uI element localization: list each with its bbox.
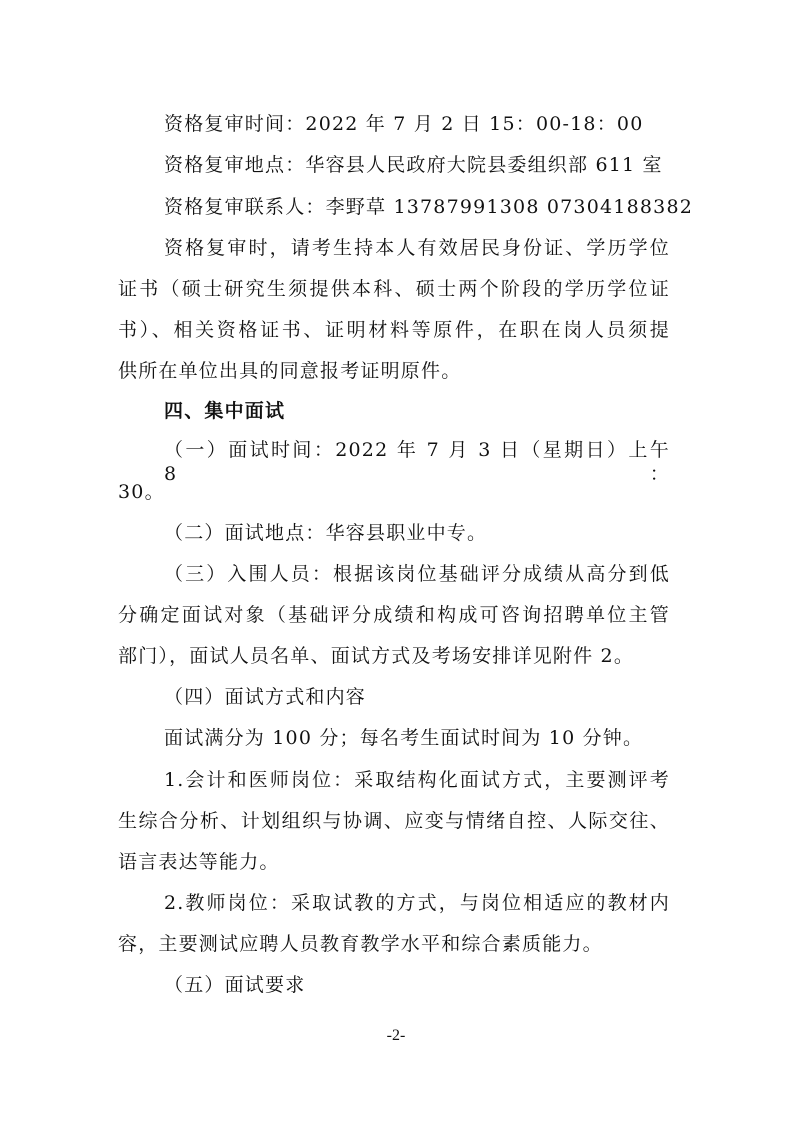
shortlist-line-2: 分确定面试对象（基础评分成绩和构成可咨询招聘单位主管 — [118, 604, 670, 626]
subsection-method-content: （四）面试方式和内容 — [164, 686, 367, 708]
interview-score-line: 面试满分为 100 分；每名考生面试时间为 10 分钟。 — [164, 727, 644, 749]
page-number: -2- — [386, 1027, 406, 1044]
interview-location-line: （二）面试地点：华容县职业中专。 — [164, 522, 488, 544]
review-time-line: 资格复审时间：2022 年 7 月 2 日 15：00-18：00 — [164, 113, 644, 135]
review-location-line: 资格复审地点：华容县人民政府大院县委组织部 611 室 — [164, 154, 663, 176]
interview-time-line-1: （一）面试时间：2022 年 7 月 3 日（星期日）上午 8： — [164, 439, 670, 485]
accounting-doctor-line-3: 语言表达等能力。 — [118, 851, 280, 873]
accounting-doctor-line-1: 1.会计和医师岗位：采取结构化面试方式，主要测评考 — [164, 769, 670, 791]
subsection-requirements: （五）面试要求 — [164, 974, 306, 996]
review-contact-line: 资格复审联系人：李野草 13787991308 07304188382 — [164, 196, 694, 218]
teacher-line-2: 容，主要测试应聘人员教育教学水平和综合素质能力。 — [118, 933, 603, 955]
review-requirements-line-1: 资格复审时，请考生持本人有效居民身份证、学历学位 — [164, 237, 670, 259]
review-requirements-line-4: 供所在单位出具的同意报考证明原件。 — [118, 360, 462, 382]
review-requirements-line-3: 书）、相关资格证书、证明材料等原件，在职在岗人员须提 — [118, 319, 670, 341]
interview-time-line-2: 30。 — [118, 481, 165, 503]
shortlist-line-1: （三）入围人员：根据该岗位基础评分成绩从高分到低 — [164, 563, 670, 585]
review-requirements-line-2: 证书（硕士研究生须提供本科、硕士两个阶段的学历学位证 — [118, 278, 670, 300]
shortlist-line-3: 部门），面试人员名单、面试方式及考场安排详见附件 2。 — [118, 645, 635, 667]
section-heading-interview: 四、集中面试 — [164, 400, 286, 422]
teacher-line-1: 2.教师岗位：采取试教的方式，与岗位相适应的教材内 — [164, 892, 670, 914]
accounting-doctor-line-2: 生综合分析、计划组织与协调、应变与情绪自控、人际交往、 — [118, 810, 670, 832]
